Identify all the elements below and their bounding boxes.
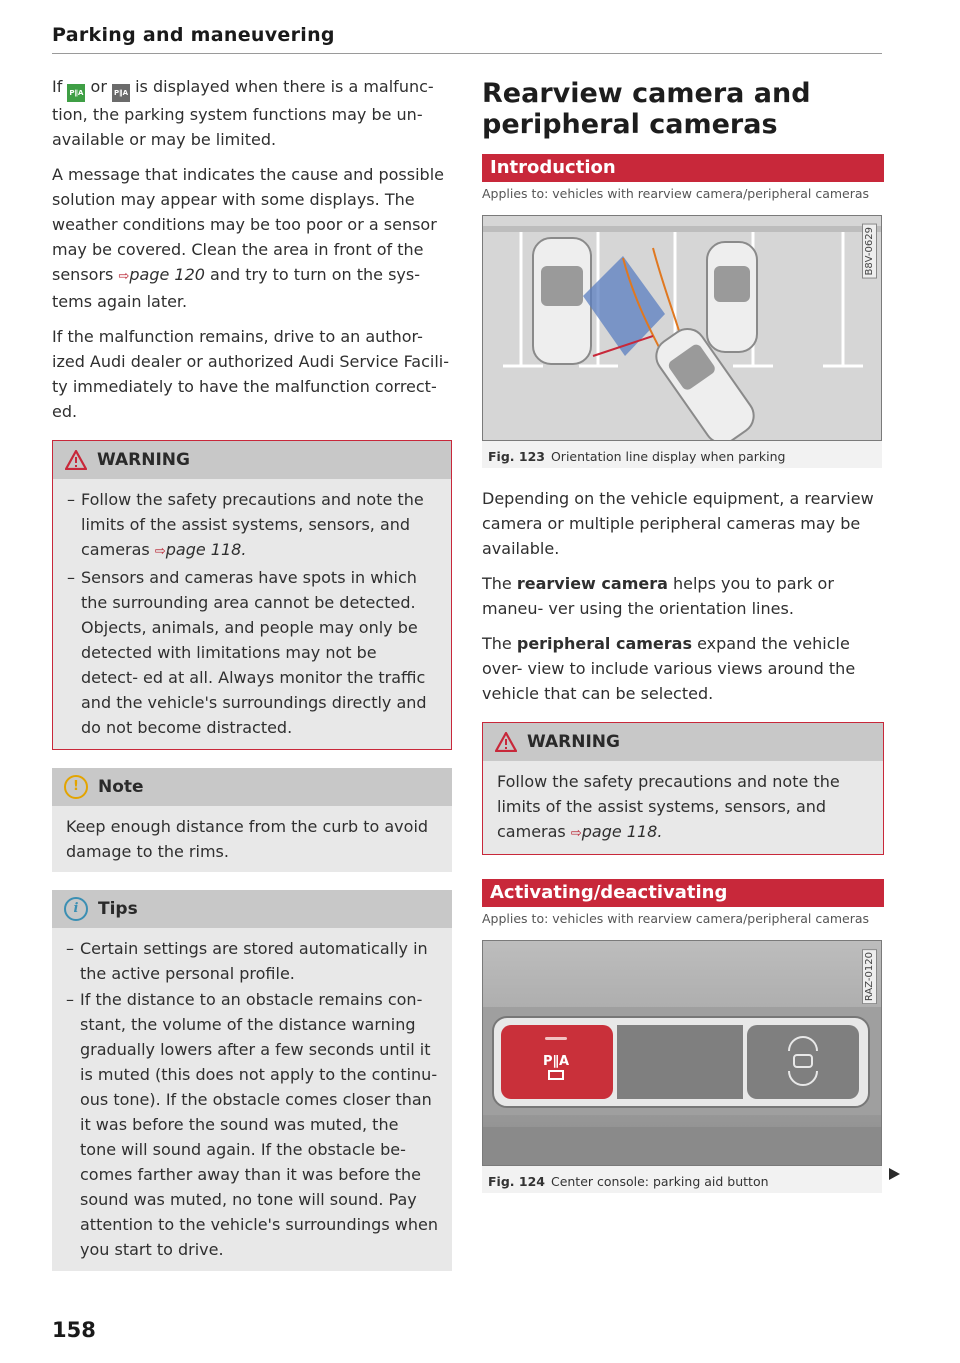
tips-item: – Certain settings are stored automatically in the active personal profile. (66, 936, 438, 986)
continued-arrow-icon (889, 1168, 900, 1180)
rearview-paragraph-3: The peripheral cameras expand the vehicle over- view to include various views around the vehicle that can be selected. (482, 634, 856, 703)
parking-aid-green-icon: P∥A (67, 84, 85, 102)
arrow-right-icon: ⇨ (570, 826, 582, 841)
page-reference-link[interactable]: ⇨page 118. (154, 540, 247, 559)
warning-triangle-icon (495, 732, 517, 752)
arrow-right-icon: ⇨ (154, 544, 166, 559)
tips-body (52, 928, 452, 1271)
orientation-lines-illustration (482, 215, 882, 441)
tips-item: – If the distance to an obstacle remains con- stant, the volume of the distance warning gradually lowers after a few seconds until it is muted (this does not apply to the continu- ous tone). If the obstacle comes closer than it was before the sound was muted, the tone will sound again. If the obstacle be- comes farther away than it was before the sound was muted, no tone will sound. Pay attention to the vehicle's surroundings when you start to drive. (66, 987, 438, 1262)
warning-item: – Sensors and cameras have spots in which the surrounding area cannot be detected. Objects, animals, and people may only be detected with limitations may not be detect- ed at all. Always monitor the traffic and the vehicle's surroundings directly and do not become distracted. (67, 565, 437, 740)
warning-box (52, 440, 452, 750)
warning-item: – Follow the safety precautions and note the limits of the assist systems, sensors, and cameras ⇨page 118. (67, 487, 437, 564)
console-button-graphic (483, 941, 881, 1165)
activating-section-bar: Activating/deactivating (482, 879, 884, 907)
note-body: Keep enough distance from the curb to avoid damage to the rims. (52, 806, 452, 872)
warning-box (482, 722, 884, 855)
right-column (482, 74, 884, 1211)
figure-124 (482, 940, 882, 1193)
section-heading: Rearview camera and peripheral cameras (482, 78, 811, 140)
figure-123 (482, 215, 882, 468)
warning-label: WARNING (527, 732, 620, 752)
intro-paragraph-2: A message that indicates the cause and possible solution may appear with some displays. The weather conditions may be too poor or a sensor may be covered. Clean the area in front of the sensors ⇨page 120 and try to turn on the sys- tems again later. (52, 165, 444, 311)
tips-header (52, 890, 452, 928)
tips-box (52, 890, 452, 1271)
page-reference-link[interactable]: ⇨page 120 (118, 265, 205, 284)
figure-caption: Fig. 124 Center console: parking aid button (488, 1174, 769, 1189)
applies-to-note: Applies to: vehicles with rearview camera/peripheral cameras (482, 911, 870, 926)
warning-header (483, 723, 883, 761)
page-reference-link[interactable]: ⇨page 118. (570, 822, 663, 841)
note-exclamation-icon: ! (64, 775, 88, 799)
header-rule (52, 53, 882, 54)
parking-aid-gray-icon: P∥A (112, 84, 130, 102)
parking-scene-graphic (483, 216, 881, 440)
warning-body (53, 479, 451, 749)
note-header (52, 768, 452, 806)
tips-label: Tips (98, 899, 138, 919)
parking-aid-button-label: P∥A (542, 1054, 570, 1069)
arrow-right-icon: ⇨ (118, 269, 130, 284)
warning-header (53, 441, 451, 479)
introduction-section-bar: Introduction (482, 154, 884, 182)
figure-code: RAZ-0120 (862, 949, 877, 1004)
running-header: Parking and maneuvering (52, 24, 335, 46)
intro-paragraph-1: If P∥A or P∥A is displayed when there is a malfunc- tion, the parking system functions may be un- available or may be limited. (52, 77, 434, 149)
note-label: Note (98, 777, 144, 797)
warning-body: Follow the safety precautions and note the limits of the assist systems, sensors, and cameras ⇨page 118. (483, 761, 883, 854)
center-console-illustration (482, 940, 882, 1166)
figure-caption: Fig. 123 Orientation line display when parking (488, 449, 786, 464)
page-number: 158 (52, 1318, 96, 1342)
note-box (52, 768, 452, 872)
info-icon: i (64, 897, 88, 921)
rearview-paragraph-1: Depending on the vehicle equipment, a rearview camera or multiple peripheral cameras may be available. (482, 489, 874, 558)
left-column (52, 74, 452, 1289)
figure-code: B8V-0629 (862, 224, 877, 279)
intro-paragraph-3: If the malfunction remains, drive to an author- ized Audi dealer or authorized Audi Service Facili- ty immediately to have the malfunction correct- ed. (52, 327, 450, 421)
rearview-paragraph-2: The rearview camera helps you to park or maneu- ver using the orientation lines. (482, 574, 834, 618)
warning-label: WARNING (97, 450, 190, 470)
applies-to-note: Applies to: vehicles with rearview camera/peripheral cameras (482, 186, 870, 201)
warning-triangle-icon (65, 450, 87, 470)
